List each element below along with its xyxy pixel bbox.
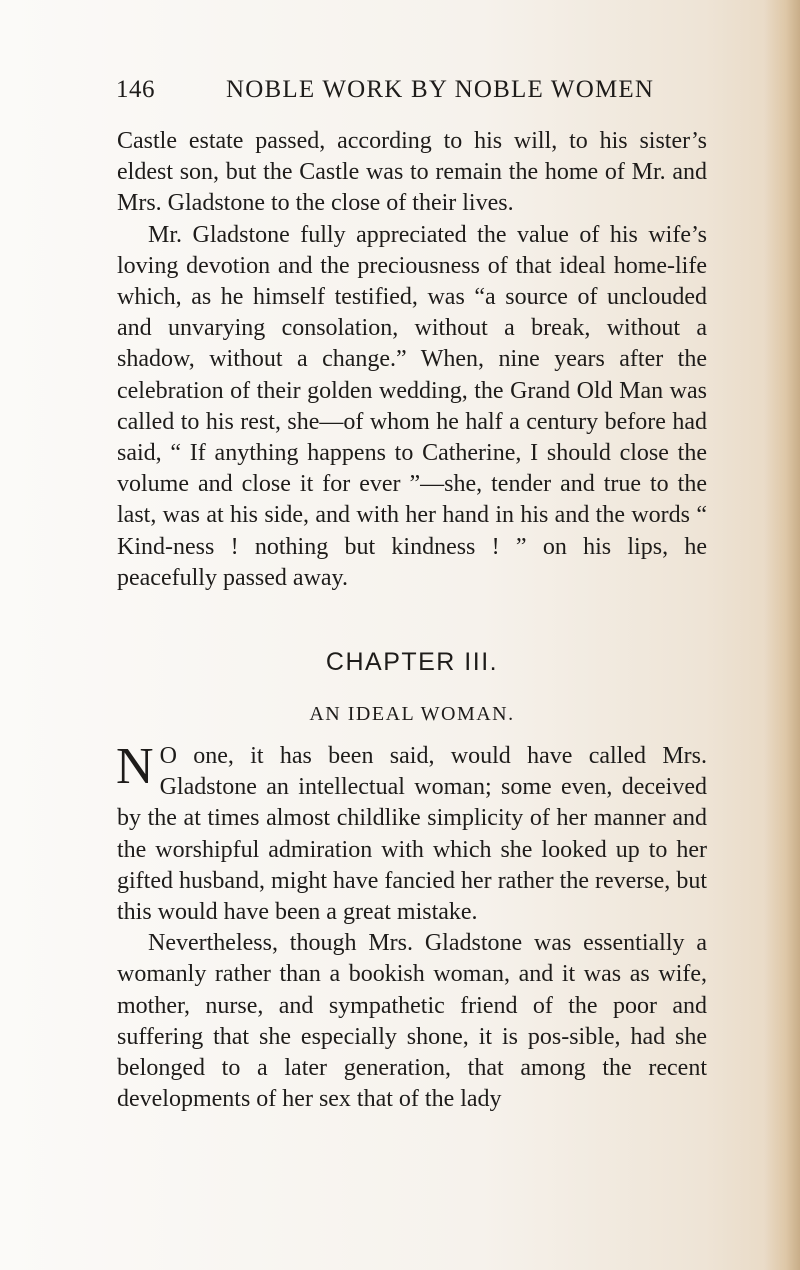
body-text-bottom (116, 738, 707, 1115)
paragraph-continued: Castle estate passed, according to his will, to his sister’s eldest son, but the Castle was to remain the home of Mr. and Mrs. Gladstone to the close of their lives. (117, 128, 707, 217)
running-title: NOBLE WORK BY NOBLE WOMEN (226, 76, 655, 103)
paragraph: Nevertheless, though Mrs. Gladstone was essentially a womanly rather than a bookish woman, and it was as wife, mother, nurse, and sympathetic friend of the poor and suffering that she especially shone, it is pos-sible, had she belonged to a later generation, that among the recent developments of her sex that of the lady (117, 930, 707, 1113)
chapter-heading: CHAPTER III. (325, 648, 499, 676)
page-edge-stain (764, 0, 800, 1270)
page-number: 146 (116, 76, 155, 103)
body-text-top (117, 126, 707, 594)
chapter-subheading: AN IDEAL WOMAN. (309, 703, 515, 725)
drop-cap: N (116, 738, 154, 795)
paragraph-opening-text: O one, it has been said, would have called Mrs. Gladstone an intellectual woman; some even, deceived by the at times almost childlike simplicity of her manner and the worshipful admiration with which she looked up to her gifted husband, might have fancied her rather the reverse, but this would have been a great mistake. (117, 743, 707, 926)
paragraph: Mr. Gladstone fully appreciated the value of his wife’s loving devotion and the preciousness of that ideal home-life which, as he himself testified, was “a source of unclouded and unvarying consolation, without a break, without a shadow, without a change.” When, nine years after the celebration of their golden wedding, the Grand Old Man was called to his rest, she—of whom he half a century before had said, “ If anything happens to Catherine, I should close the volume and close it for ever ”—she, tender and true to the last, was at his side, and with her hand in his and the words “ Kind-ness ! nothing but kindness ! ” on his lips, he peacefully passed away. (117, 221, 707, 591)
running-head (116, 76, 716, 112)
paragraph-opening (116, 738, 707, 928)
